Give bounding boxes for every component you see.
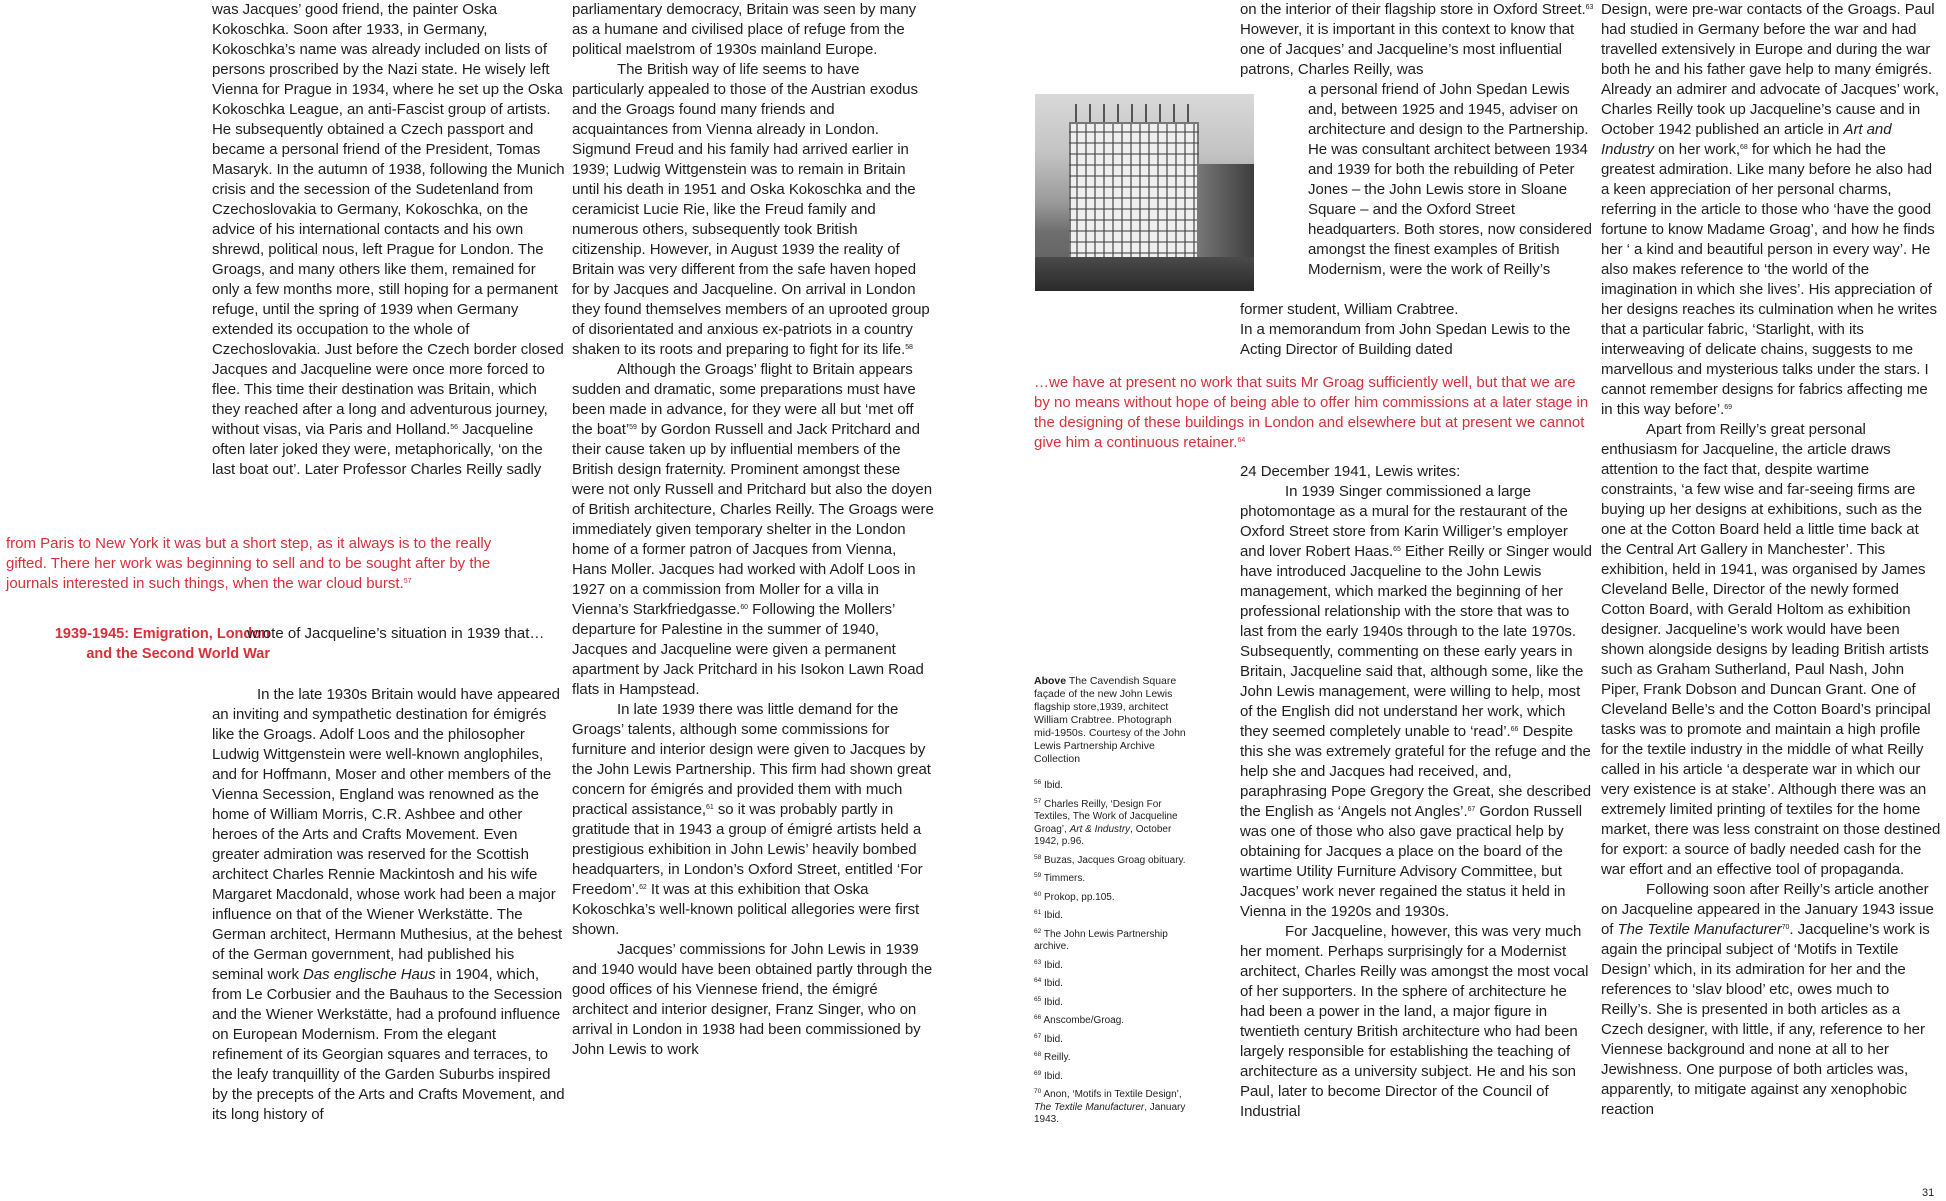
text-column-4: [1601, 0, 1941, 1120]
photo-caption: Above The Cavendish Square façade of the new John Lewis flagship store,1939, architect William Crabtree. Photograph mid-1950s. Courtesy of the John Lewis Partnership Archive Collection: [1034, 675, 1186, 765]
col3-after-photo: former student, William Crabtree.: [1240, 301, 1459, 318]
footnote: $^{59}$ Timmers.: [1034, 872, 1086, 884]
col2-para1: parliamentary democracy, Britain was seen by many as a humane and civilised place of refuge from the political maelstrom of 1930s mainland Europe.: [572, 1, 917, 58]
heading-continuation: wrote of Jacqueline’s situation in 1939 that…: [247, 625, 545, 642]
footnote: $^{67}$ Ibid.: [1034, 1032, 1063, 1045]
photo-side-building: [1197, 164, 1254, 264]
footnote: $^{68}$ Reilly.: [1034, 1051, 1071, 1063]
col2-para2: The British way of life seems to have particularly appealed to those of the Austrian exodus and the Groags found many friends and acquaintances from Vienna already in London. Sigmund Freud and his family had arrived earlier in 1939; Ludwig Wittgenstein was to remain in Britain until his death in 1951 and Oska Kokoschka and the ceramicist Lucie Rie, like the Freud family and numerous others, subsequently took British citizenship. However, in August 1939 the reality of Britain was very different from the safe haven hoped for by Jacques and Jacqueline. On arrival in London they found themselves members of an uprooted group of disorientated and anxious ex-patriots in a country shaken to its roots and preparing to fight for its life.$^{58}$: [572, 61, 930, 358]
col3-para2: In 1939 Singer commissioned a large photomontage as a mural for the restaurant of the Oxford Street store from Karin Williger’s employer and lover Robert Haas.$^{65}$ Either Reilly or Singer would have introduced Jacqueline to the John Lewis management, which marked the beginning of her professional relationship with the store that was to last from the early 1940s through to the late 1970s. Subsequently, commenting on these early years in Britain, Jacqueline said that, although some, like the John Lewis management, were willing to help, most of the English did not understand her work, which they seemed completely unable to ‘read’.$^{66}$ Despite this she was extremely grateful for the refuge and the help she and Jacques had received, and, paraphrasing Pope Gregory the Great, she described the English as ‘Angels not Angles’.$^{67}$ Gordon Russell was one of those who also gave practical help by obtaining for Jacques a place on the board of the wartime Utility Furniture Advisory Committee, but Jacques’ work never regained the status it held in Vienna in the 1920s and 1930s.: [1240, 483, 1592, 920]
section-heading: 1939-1945: Emigration, London and the Second World War: [54, 626, 270, 662]
footnote: $^{58}$ Buzas, Jacques Groag obituary.: [1034, 853, 1186, 866]
col2-para5: Jacques’ commissions for John Lewis in 1939 and 1940 would have been obtained partly through the good offices of his Viennese friend, the émigré architect and interior designer, Franz Singer, who on arrival in London in 1938 had been commissioned by John Lewis to work: [572, 941, 933, 1058]
text-column-3-top: [1240, 0, 1595, 80]
col1-para1: was Jacques’ good friend, the painter Oska Kokoschka. Soon after 1933, in Germany, Kokoschka’s name was already included on lists of persons proscribed by the Nazi state. He wisely left Vienna for Prague in 1934, where he set up the Oska Kokoschka League, an anti-Fascist group of artists. He subsequently obtained a Czech passport and became a personal friend of the President, Tomas Masaryk. In the autumn of 1938, following the Munich crisis and the secession of the Sudetenland from Czechoslovakia to Germany, Kokoschka, on the advice of his international contacts and his own shrewd, political nous, left Prague for London. The Groags, and many others like them, remained for only a few months more, still hoping for a permanent refuge, until the spring of 1939 when Germany extended its occupation to the whole of Czechoslovakia. Just before the Czech border closed Jacques and Jacqueline were once more forced to flee. This time their destination was Britain, which they reached after a long and adventurous journey, without visas, via Paris and Holland.$^{56}$ Jacqueline often later joked they were, metaphorically, ‘on the last boat out’. Later Professor Charles Reilly sadly: [212, 1, 565, 478]
text-column-2: [572, 0, 934, 1060]
footnote: $^{66}$ Anscombe/Groag.: [1034, 1014, 1125, 1026]
col2-para4: In late 1939 there was little demand for the Groags’ talents, although some commissions for furniture and interior design were given to Jacques by the John Lewis Partnership. This firm had shown great concern for émigrés and provided them with much practical assistance,$^{61}$ so it was probably partly in gratitude that in 1943 a group of émigré artists held a prestigious exhibition in John Lewis’ heavily bombed headquarters, in London’s Oxford Street, entitled ‘For Freedom’.$^{62}$ It was at this exhibition that Oska Kokoschka’s well-known political allegories were first shown.: [572, 701, 931, 938]
col3-beside-photo: a personal friend of John Spedan Lewis and, between 1925 and 1945, adviser on architecture and design to the Partnership. He was consultant architect between 1934 and 1939 for both the rebuilding of Peter Jones – the John Lewis store in Sloane Square – and the Oxford Street headquarters. Both stores, now considered amongst the finest examples of British Modernism, were the work of Reilly’s: [1308, 81, 1592, 278]
col1-para2: In the late 1930s Britain would have appeared an inviting and sympathetic destination for émigrés like the Groags. Adolf Loos and the philosopher Ludwig Wittgenstein were well-known anglophiles, and for Hoffmann, Moser and other members of the Vienna Secession, England was renowned as the home of William Morris, C.R. Ashbee and other heroes of the Arts and Crafts Movement. Even greater admiration was reserved for the Scottish architect Charles Rennie Mackintosh and his wife Margaret Macdonald, whose work had been a major influence on that of the Wiener Werkstätte. The German architect, Hermann Muthesius, at the behest of the German government, had published his seminal work Das englische Haus in 1904, which, from Le Corbusier and the Bauhaus to the Secession and the Wiener Werkstätte, had a profound influence on European Modernism. From the elegant refinement of its Georgian squares and terraces, to the leafy tranquillity of the Garden Suburbs inspired by the precepts of the Arts and Crafts Movement, and its long history of: [212, 686, 565, 1123]
col4-para2: Apart from Reilly’s great personal enthusiasm for Jacqueline, the article draws attention to the fact that, despite wartime constraints, ‘a few wise and far-seeing firms are buying up her designs at exhibitions, such as the one at the Cotton Board held a little time back at the Central Art Gallery in Manchester’. This exhibition, held in 1941, was organised by James Cleveland Belle, Director of the newly formed Cotton Board, with Gerald Holtom as exhibition designer. Jacqueline’s work would have been shown alongside designs by leading British artists such as Graham Sutherland, Paul Nash, John Piper, Frank Dobson and Duncan Grant. One of Cleveland Belle’s and the Cotton Board’s principal tasks was to promote and maintain a high profile for the textile industry in the middle of what Reilly called in his article ‘a desperate war in which our very existence is at stake’. Although there was an extremely limited printing of textiles for the home market, there was less constraint on those destined for export: a source of badly needed cash for the war effort and an effective tool of propaganda.: [1601, 421, 1941, 878]
pull-quote-lewis: …we have at present no work that suits Mr Groag sufficiently well, but that we are by no means without hope of being able to offer him commissions at a later stage in the designing of these buildings in London and elsewhere but at present we cannot give him a continuous retainer.$^{64}$: [1034, 374, 1589, 451]
col3-date-line: 24 December 1941, Lewis writes:: [1240, 463, 1461, 480]
john-lewis-building-photo: [1035, 94, 1254, 291]
footnote: $^{62}$ The John Lewis Partnership archive.: [1034, 927, 1168, 952]
footnote: $^{65}$ Ibid.: [1034, 995, 1063, 1008]
footnote: $^{56}$ Ibid.: [1034, 779, 1063, 791]
col2-para3: Although the Groags’ flight to Britain appears sudden and dramatic, some preparations must have been made in advance, for they were all but ‘met off the boat’$^{59}$ by Gordon Russell and Jack Pritchard and their cause taken up by influential members of the British design fraternity. Prominent amongst these were not only Russell and Pritchard but also the doyen of British architecture, Charles Reilly. The Groags were immediately given temporary shelter in the London home of a former patron of Jacques from Vienna, Hans Moller. Jacques had worked with Adolf Loos in 1927 on a commission from Moller for a villa in Vienna’s Starkfriedgasse.$^{60}$ Following the Mollers’ departure for Palestine in the summer of 1940, Jacques and Jacqueline were given a permanent apartment by Jack Pritchard in his Isokon Lawn Road flats in Hampstead.: [572, 361, 934, 698]
text-beside-photo: [1308, 80, 1595, 280]
col4-para1: Design, were pre-war contacts of the Groags. Paul had studied in Germany before the war and had travelled extensively in Europe and during the war both he and his father gave help to many émigrés. Already an admirer and advocate of Jacques’ work, Charles Reilly took up Jacqueline’s cause and in October 1942 published an article in Art and Industry on her work,$^{68}$ for which he had the greatest admiration. Like many before he also had a keen appreciation of her personal charms, referring in the article to those who ‘have the good fortune to know Madame Groag’, and how he finds her ‘ a kind and beautiful person in every way’. He also makes reference to ‘the world of the imagination in which she lives’. His appreciation of her designs reaches its culmination when he writes that a particular fabric, ‘Starlight, with its interweaving of delicate chains, suggests to me marvellous and mysterious talks under the stars. I cannot remember designs for fabrics affecting me in this way before’.$^{69}$: [1601, 1, 1940, 418]
col3-para3: For Jacqueline, however, this was very much her moment. Perhaps surprisingly for a Modernist architect, Charles Reilly was amongst the most vocal of her supporters. In the sphere of architecture he had been a power in the land, a major figure in twentieth century British architecture who had been largely responsible for establishing the teaching of architecture as a university subject. He and his son Paul, later to become Director of the Council of Industrial: [1240, 923, 1589, 1120]
footnote: $^{57}$ Charles Reilly, ‘Design For Textiles, The Work of Jacqueline Groag’, Art & Industry, October 1942, p.96.: [1034, 797, 1178, 847]
col4-para3: Following soon after Reilly’s article another on Jacqueline appeared in the January 1943 issue of The Textile Manufacturer$^{70}$. Jacqueline’s work is again the principal subject of ‘Motifs in Textile Design’ which, in its admiration for her and the references to ‘slav blood’ etc, owes much to Reilly’s. She is presented in both articles as a Czech designer, with little, if any, reference to her Viennese background and none at all to her Jewishness. One purpose of both articles was, apparently, to mitigate against any xenophobic reaction: [1601, 881, 1934, 1118]
col3-top: on the interior of their flagship store in Oxford Street.$^{63}$ However, it is important in this context to know that one of Jacques’ and Jacqueline’s most influential patrons, Charles Reilly, was: [1240, 1, 1594, 78]
footnote: $^{64}$ Ibid.: [1034, 977, 1063, 989]
footnote: $^{63}$ Ibid.: [1034, 958, 1063, 971]
footnote: $^{70}$ Anon, ‘Motifs in Textile Design’, The Textile Manufacturer, January 1943.: [1034, 1088, 1186, 1125]
footnote: $^{69}$ Ibid.: [1034, 1069, 1063, 1082]
text-column-1: [212, 0, 566, 480]
page-number: 31: [1922, 1187, 1935, 1199]
footnote: $^{61}$ Ibid.: [1034, 909, 1063, 921]
pull-quote-reilly: from Paris to New York it was but a short step, as it always is to the really gifted. There her work was beginning to sell and to be sought after by the journals interested in such things, when the war cloud burst.$^{57}$: [6, 535, 492, 592]
text-column-1-lower: [212, 685, 566, 1125]
photo-building: [1069, 122, 1199, 262]
footnotes: [1034, 780, 1194, 1133]
col3-memo: In a memorandum from John Spedan Lewis to the Acting Director of Building dated: [1240, 321, 1571, 358]
text-column-3-mid: [1240, 300, 1595, 360]
photo-street: [1035, 257, 1254, 291]
photo-flags: [1075, 104, 1195, 122]
footnote: $^{60}$ Prokop, pp.105.: [1034, 890, 1115, 903]
text-column-3-lower: [1240, 462, 1595, 1122]
